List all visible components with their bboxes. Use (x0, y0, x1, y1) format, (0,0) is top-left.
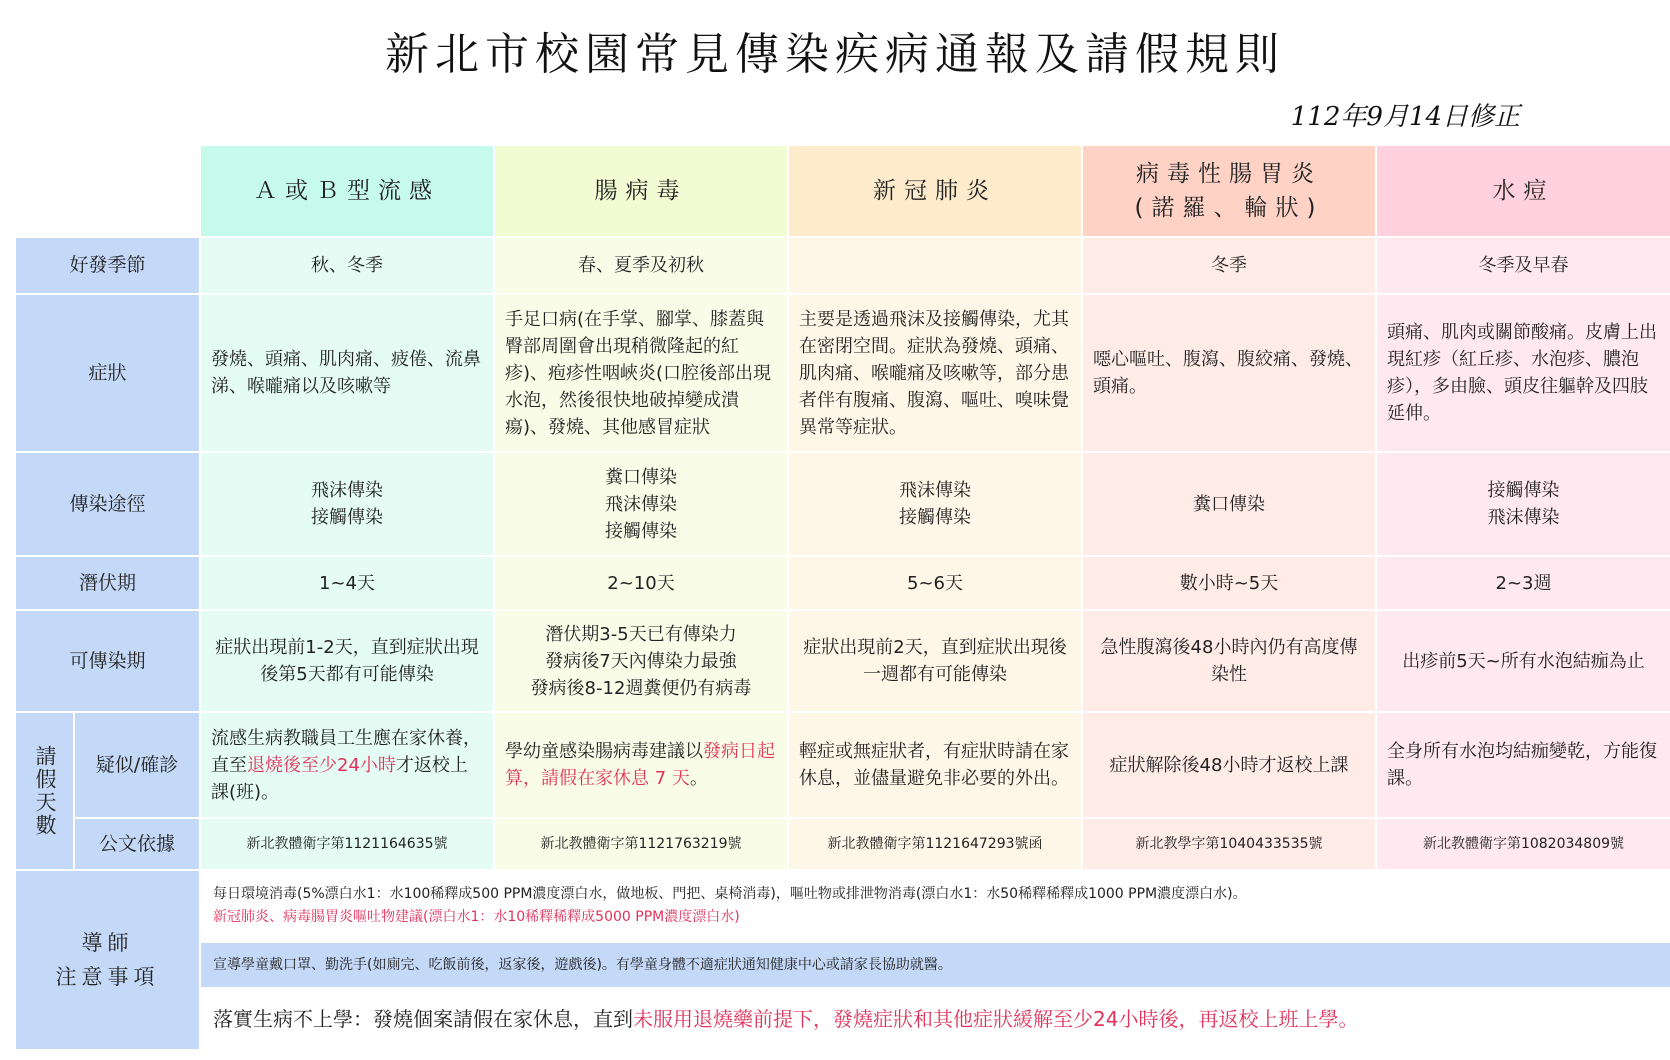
header-gastroenteritis-line1: 病毒性腸胃炎 (1136, 161, 1322, 187)
doc-gastroenteritis: 新北教學字第1040433535號 (1083, 819, 1375, 869)
route-item: 接觸傳染 (899, 507, 971, 528)
note-hygiene: 宣導學童戴口罩、勤洗手(如廁完、吃飯前後，返家後，遊戲後)。有學童身體不適症狀通知健康中心或請家長協助就醫。 (201, 943, 1670, 987)
route-item: 糞口傳染 (1193, 493, 1265, 515)
label-season: 好發季節 (16, 238, 199, 293)
contagious-gastroenteritis: 急性腹瀉後48小時內仍有高度傳染性 (1083, 611, 1375, 711)
disease-table (16, 146, 1658, 1049)
route-item: 飛沫傳染 (311, 480, 383, 501)
route-item: 飛沫傳染 (605, 493, 677, 515)
route-item: 接觸傳染 (311, 507, 383, 528)
note-sick-stay-home (201, 989, 1670, 1049)
note-rule-text: 落實生病不上學：發燒個案請假在家休息，直到未服用退燒藥前提下，發燒症狀和其他症狀緩解至少24小時後，再返校上班上學。 (213, 1006, 1359, 1031)
contagious-line: 發病後8-12週糞便仍有病毒 (530, 677, 752, 699)
route-item: 飛沫傳染 (899, 480, 971, 501)
label-leave-days: 請假天數 (16, 713, 73, 869)
doc-enterovirus: 新北教體衛字第1121763219號 (495, 819, 787, 869)
leave-flu (201, 713, 493, 817)
contagious-flu: 症狀出現前1-2天，直到症狀出現後第5天都有可能傳染 (201, 611, 493, 711)
label-contagious: 可傳染期 (16, 611, 199, 711)
season-gastroenteritis: 冬季 (1083, 238, 1375, 293)
header-chickenpox: 水痘 (1377, 146, 1670, 236)
leave-enterovirus (495, 713, 787, 817)
label-route: 傳染途徑 (16, 453, 199, 555)
incubation-chickenpox: 2~3週 (1377, 557, 1670, 609)
symptoms-chickenpox: 頭痛、肌肉或關節酸痛。皮膚上出現紅疹（紅丘疹、水泡疹、膿泡疹），多由臉、頭皮往軀幹及四肢延伸。 (1377, 295, 1670, 451)
note-disinfection-text: 每日環境消毒(5%漂白水1：水100稀釋成500 PPM濃度漂白水，做地板、門把、桌椅消毒)，嘔吐物或排泄物消毒(漂白水1：水50稀釋稀釋成1000 PPM濃度漂白水)。 (213, 886, 1247, 902)
season-covid (789, 238, 1081, 293)
label-symptoms: 症狀 (16, 295, 199, 451)
symptoms-covid: 主要是透過飛沫及接觸傳染，尤其在密閉空間。症狀為發燒、頭痛、肌肉痛、喉嚨痛及咳嗽等，部分患者伴有腹痛、腹瀉、嘔吐、嗅味覺異常等症狀。 (789, 295, 1081, 451)
incubation-covid: 5~6天 (789, 557, 1081, 609)
header-gastroenteritis-line2: (諾羅、輪狀) (1134, 195, 1324, 221)
symptoms-gastroenteritis: 噁心嘔吐、腹瀉、腹絞痛、發燒、頭痛。 (1083, 295, 1375, 451)
label-doc: 公文依據 (75, 819, 199, 869)
label-teacher-notes-line1: 導師 (81, 931, 134, 955)
leave-flu-highlight: 退燒後至少24小時 (247, 754, 396, 776)
route-enterovirus (495, 453, 787, 555)
route-chickenpox (1377, 453, 1670, 555)
label-teacher-notes (16, 871, 199, 1049)
contagious-line: 發病後7天內傳染力最強 (545, 650, 737, 672)
route-item: 糞口傳染 (605, 466, 677, 488)
label-incubation: 潛伏期 (16, 557, 199, 609)
route-item: 飛沫傳染 (1487, 507, 1560, 528)
doc-flu: 新北教體衛字第1121164635號 (201, 819, 493, 869)
doc-chickenpox: 新北教體衛字第1082034809號 (1377, 819, 1670, 869)
route-flu (201, 453, 493, 555)
incubation-gastroenteritis: 數小時~5天 (1083, 557, 1375, 609)
page-title: 新北市校園常見傳染疾病通報及請假規則 (385, 29, 1285, 80)
route-item: 接觸傳染 (1487, 480, 1560, 501)
incubation-enterovirus: 2~10天 (495, 557, 787, 609)
revision-date: 112年9月14日修正 (1290, 102, 1520, 132)
header-enterovirus: 腸病毒 (495, 146, 787, 236)
note-rule-highlight: 未服用退燒藥前提下，發燒症狀和其他症狀緩解至少24小時後，再返校上班上學。 (633, 1006, 1359, 1031)
note-disinfection (201, 871, 1670, 941)
header-corner (16, 146, 199, 236)
header-covid: 新冠肺炎 (789, 146, 1081, 236)
incubation-flu: 1~4天 (201, 557, 493, 609)
leave-enterovirus-highlight: 發病日起算，請假在家休息 7 天 (505, 741, 775, 789)
leave-gastroenteritis: 症狀解除後48小時才返校上課 (1083, 713, 1375, 817)
route-gastroenteritis (1083, 453, 1375, 555)
season-flu: 秋、冬季 (201, 238, 493, 293)
header-gastroenteritis (1083, 146, 1375, 236)
symptoms-enterovirus: 手足口病(在手掌、腳掌、膝蓋與臀部周圍會出現稍微隆起的紅疹)、疱疹性咽峽炎(口腔後部出現水泡，然後很快地破掉變成潰瘍)、發燒、其他感冒症狀 (495, 295, 787, 451)
contagious-enterovirus (495, 611, 787, 711)
season-chickenpox: 冬季及早春 (1377, 238, 1670, 293)
leave-flu-text: 流感生病教職員工生應在家休養，直至退燒後至少24小時才返校上課(班)。 (211, 727, 481, 803)
leave-covid: 輕症或無症狀者，有症狀時請在家休息，並儘量避免非必要的外出。 (789, 713, 1081, 817)
contagious-line: 潛伏期3-5天已有傳染力 (545, 623, 737, 645)
route-covid (789, 453, 1081, 555)
season-enterovirus: 春、夏季及初秋 (495, 238, 787, 293)
label-suspected: 疑似/確診 (75, 713, 199, 817)
leave-enterovirus-text: 學幼童感染腸病毒建議以發病日起算，請假在家休息 7 天。 (505, 741, 775, 789)
route-item: 接觸傳染 (605, 520, 677, 542)
note-disinfection-covid: 新冠肺炎、病毒腸胃炎嘔吐物建議(漂白水1：水10稀釋稀釋成5000 PPM濃度漂白水) (213, 909, 740, 925)
header-flu: Ａ或Ｂ型流感 (201, 146, 493, 236)
contagious-chickenpox: 出疹前5天~所有水泡結痂為止 (1377, 611, 1670, 711)
doc-covid: 新北教體衛字第1121647293號函 (789, 819, 1081, 869)
label-teacher-notes-line2: 注意事項 (55, 965, 160, 989)
symptoms-flu: 發燒、頭痛、肌肉痛、疲倦、流鼻涕、喉嚨痛以及咳嗽等 (201, 295, 493, 451)
leave-chickenpox: 全身所有水泡均結痂變乾，方能復課。 (1377, 713, 1670, 817)
contagious-covid: 症狀出現前2天，直到症狀出現後一週都有可能傳染 (789, 611, 1081, 711)
